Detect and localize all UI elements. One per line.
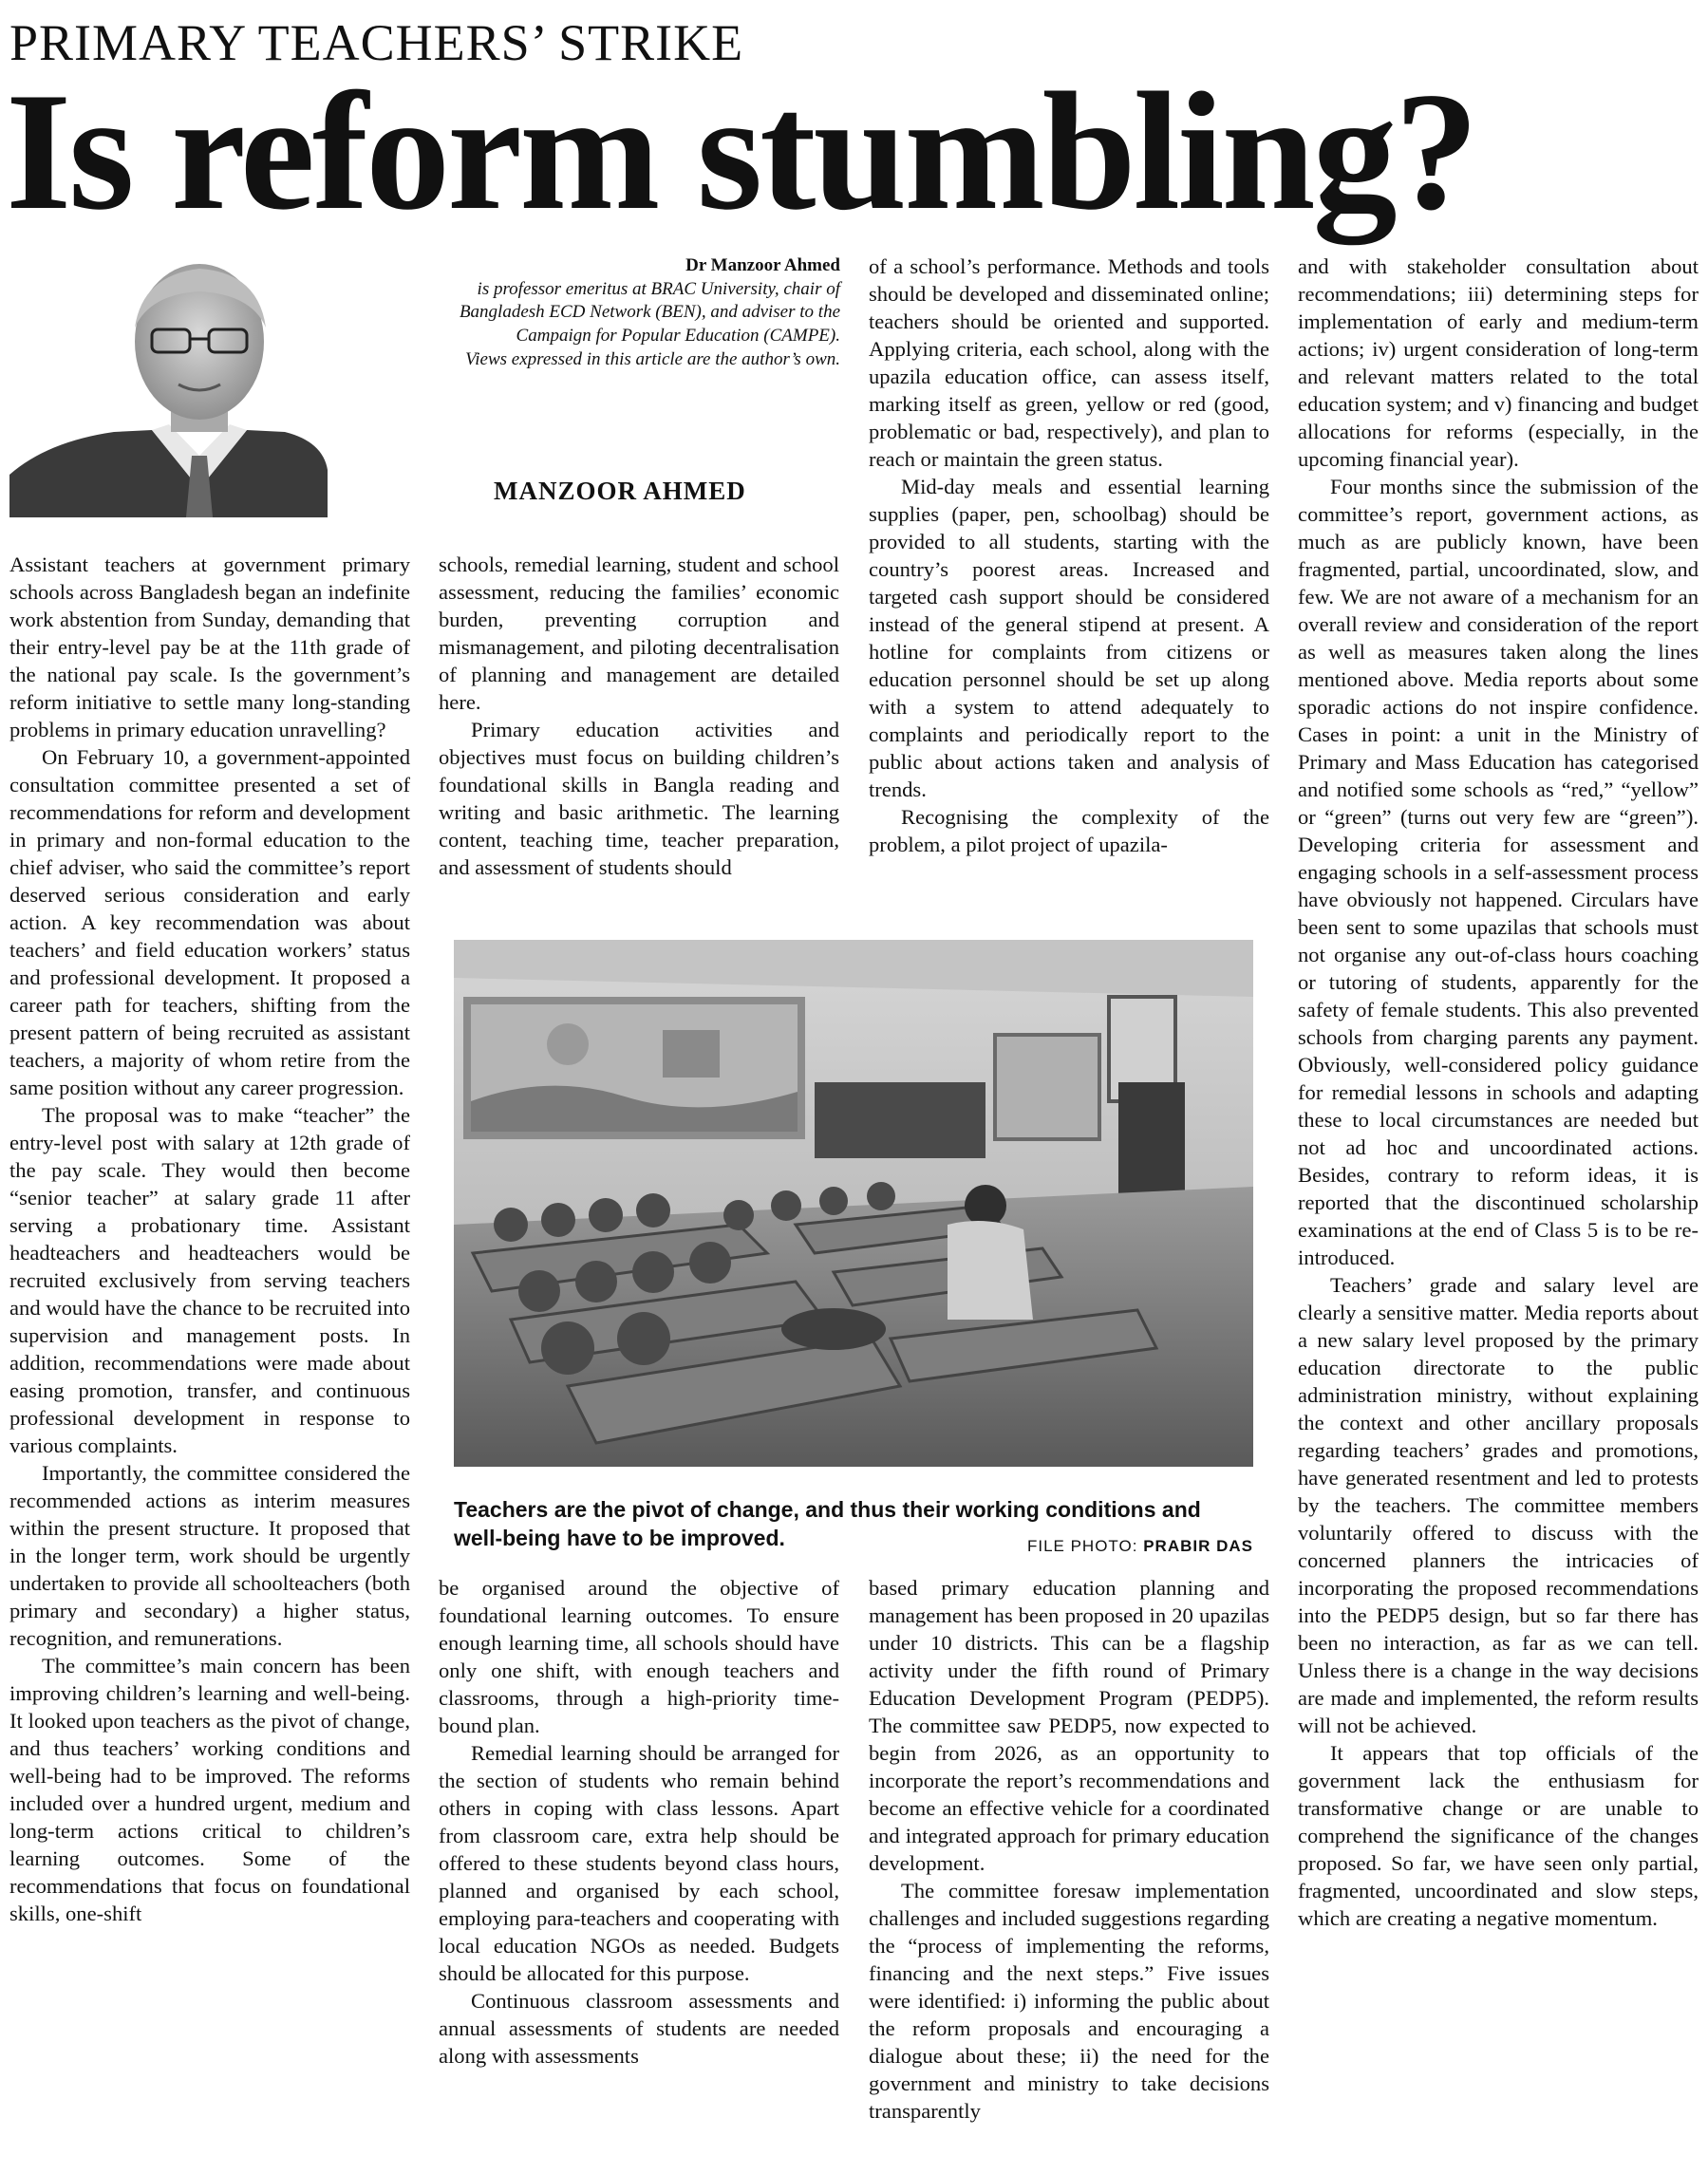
paragraph: Teachers’ grade and salary level are clearly a sensitive matter. Media reports about a new salary level proposed by the primary education directorate to the public administration ministry, without explaining the context and other ancillary proposals regarding teachers’ grades and promotions, have generated resentment and led to protests by the teachers. The committee members voluntarily offered to discuss with the concerned planners the intricacies of incorporating the proposed recommendations into the PEDP5 design, but so far there has been no interaction, as far as we can tell. Unless there is a change in the way decisions are made and implemented, the reform results will not be achieved. xyxy=(1298,1273,1699,1737)
paragraph: It appears that top officials of the government lack the enthusiasm for transformative change or are unable to comprehend the significance of the changes proposed. So far, we have seen only partial, fragmented, uncoordinated and slow steps, which are creating a negative momentum. xyxy=(1298,1741,1699,1930)
paragraph: Four months since the submission of the committee’s report, government actions, as much as are publicly known, have been fragmented, partial, uncoordinated, slow, and few. We are not aware of a mechanism for an overall review and consideration of the report as well as measures taken along the lines mentioned above. Media reports about some sporadic actions do not inspire confidence. Cases in point: a unit in the Ministry of Primary and Mass Education has categorised and notified some schools as “red,” “yellow” or “green” (turns out very few are “green”). Developing criteria for assessment and engaging schools in a self-assessment process have obviously not happened. Circulars have been sent to some upazilas that schools must not organise any out-of-class hours coaching or tutoring of students, apparently for the safety of female students. This also prevented schools from charging parents any payment. Obviously, well-considered policy guidance for remedial lessons in schools and adapting these to local circumstances are needed but not ad hoc and uncoordinated actions. Besides, contrary to reform ideas, it is reported that the discontinued scholarship examinations at the end of Class 5 is to be re-introduced. xyxy=(1298,475,1699,1269)
article-column-2-top xyxy=(439,551,839,930)
caption-text: Teachers are the pivot of change, and thus their working conditions and well-being have to be improved. xyxy=(454,1497,1201,1550)
paragraph: The proposal was to make “teacher” the entry-level post with salary at 12th grade of the pay scale. They would then become “senior teacher” at salary grade 11 after serving a probationary time. Assistant headteachers and headteachers would be recruited exclusively from serving teachers and would have the chance to be recruited into supervision and management posts. In addition, recommendations were made about easing promotion, transfer, and continuous professional development in response to various complaints. xyxy=(9,1103,410,1457)
paragraph: and with stakeholder consultation about recommendations; iii) determining steps for implementation of early and medium-term actions; iv) urgent consideration of long-term and relevant matters related to the total education system; and v) financing and budget allocations for reforms (especially, in the upcoming financial year). xyxy=(1298,254,1699,471)
paragraph: Continuous classroom assessments and annual assessments of students are needed along with assessments xyxy=(439,1989,839,2068)
author-info xyxy=(456,254,840,371)
paragraph: The committee’s main concern has been improving children’s learning and well-being. It looked upon teachers as the pivot of change, and thus teachers’ working conditions and well-being had to be improved. The reforms included over a hundred urgent, medium and long-term actions critical to children’s learning outcomes. Some of the recommendations that focus on foundational skills, one-shift xyxy=(9,1654,410,1925)
paragraph: Assistant teachers at government primary schools across Bangladesh began an indefinite work abstention from Sunday, demanding that their entry-level pay be at the 11th grade of the national pay scale. Is the government’s reform initiative to settle many long-standing problems in primary education unravelling? xyxy=(9,553,410,741)
article-column-3-top xyxy=(869,253,1269,932)
paragraph: Importantly, the committee considered the recommended actions as interim measures within the present structure. It proposed that in the longer term, work should be urgently undertaken to provide all schoolteachers (both primary and secondary) a higher status, recognition, and remunerations. xyxy=(9,1461,410,1650)
author-portrait xyxy=(9,252,418,517)
classroom-photo xyxy=(454,940,1253,1467)
article-column-1 xyxy=(9,551,410,2174)
paragraph: Remedial learning should be arranged for the section of students who remain behind others in coping with class lessons. Apart from classroom care, extra help should be offered to these students beyond class hours, planned and organised by each school, employing para-teachers and cooperating with local education NGOs as needed. Budgets should be allocated for this purpose. xyxy=(439,1741,839,1985)
credit-label: FILE PHOTO: xyxy=(1026,1537,1138,1555)
paragraph: of a school’s performance. Methods and tools should be developed and disseminated online; teachers should be oriented and supported. Applying criteria, each school, along with the upazila education office, can assess itself, marking itself as green, yellow or red (good, problematic or bad, respectively), and plan to reach or maintain the green status. xyxy=(869,254,1269,471)
photo-caption xyxy=(454,1495,1253,1555)
paragraph: based primary education planning and management has been proposed in 20 upazilas under 10 districts. This can be a flagship activity under the fifth round of Primary Education Development Program (PEDP5). The committee saw PEDP5, now expected to begin from 2026, as an opportunity to incorporate the report’s recommendations and become an effective vehicle for a coordinated and integrated approach for primary education development. xyxy=(869,1576,1269,1875)
article-column-2-bottom xyxy=(439,1574,839,2174)
section-label: PRIMARY TEACHERS’ STRIKE xyxy=(9,14,744,71)
paragraph: On February 10, a government-appointed consultation committee presented a set of recommendations for reform and development in primary and non-formal education to the chief adviser, who said the committee’s report deserved serious consideration and early action. A key recommendation was about teachers’ and field education workers’ status and professional development. It proposed a career path for teachers, shifting from the present pattern of being recruited as assistant teachers, a majority of whom retire from the same position without any career progression. xyxy=(9,745,410,1099)
article-column-4 xyxy=(1298,253,1699,2174)
author-bio: is professor emeritus at BRAC University, chair of Bangladesh ECD Network (BEN), and adviser to the Campaign for Popular Education (CAMPE). xyxy=(459,278,840,347)
article-column-3-bottom xyxy=(869,1574,1269,2174)
photo-credit xyxy=(1027,1537,1253,1556)
paragraph: be organised around the objective of foundational learning outcomes. To ensure enough learning time, all schools should have only one shift, with enough teachers and classrooms, through a high-priority time-bound plan. xyxy=(439,1576,839,1737)
paragraph: schools, remedial learning, student and school assessment, reducing the families’ economic burden, preventing corruption and mismanagement, and piloting decentralisation of planning and management are detailed here. xyxy=(439,553,839,714)
paragraph: Recognising the complexity of the problem, a pilot project of upazila- xyxy=(869,805,1269,856)
paragraph: Mid-day meals and essential learning supplies (paper, pen, schoolbag) should be provided to all students, starting with the country’s poorest areas. Increased and targeted cash support should be considered instead of the general stipend at present. A hotline for complaints from citizens or education personnel should be set up along with a system to attend adequately to complaints and periodically report to the public about actions taken and analysis of trends. xyxy=(869,475,1269,801)
headline: Is reform stumbling? xyxy=(6,57,1476,245)
credit-name: PRABIR DAS xyxy=(1143,1537,1253,1555)
paragraph: Primary education activities and objectives must focus on building children’s foundational skills in Bangla reading and writing and basic arithmetic. The learning content, teaching time, teacher preparation, and assessment of students should xyxy=(439,718,839,879)
byline: MANZOOR AHMED xyxy=(494,477,746,505)
author-disclaimer: Views expressed in this article are the author’s own. xyxy=(465,348,840,369)
paragraph: The committee foresaw implementation challenges and included suggestions regarding the “process of implementing the reforms, financing and the next steps.” Five issues were identified: i) informing the public about the reform proposals and encouraging a dialogue about these; ii) the need for the government and ministry to take decisions transparently xyxy=(869,1879,1269,2123)
author-name: Dr Manzoor Ahmed xyxy=(685,255,840,275)
